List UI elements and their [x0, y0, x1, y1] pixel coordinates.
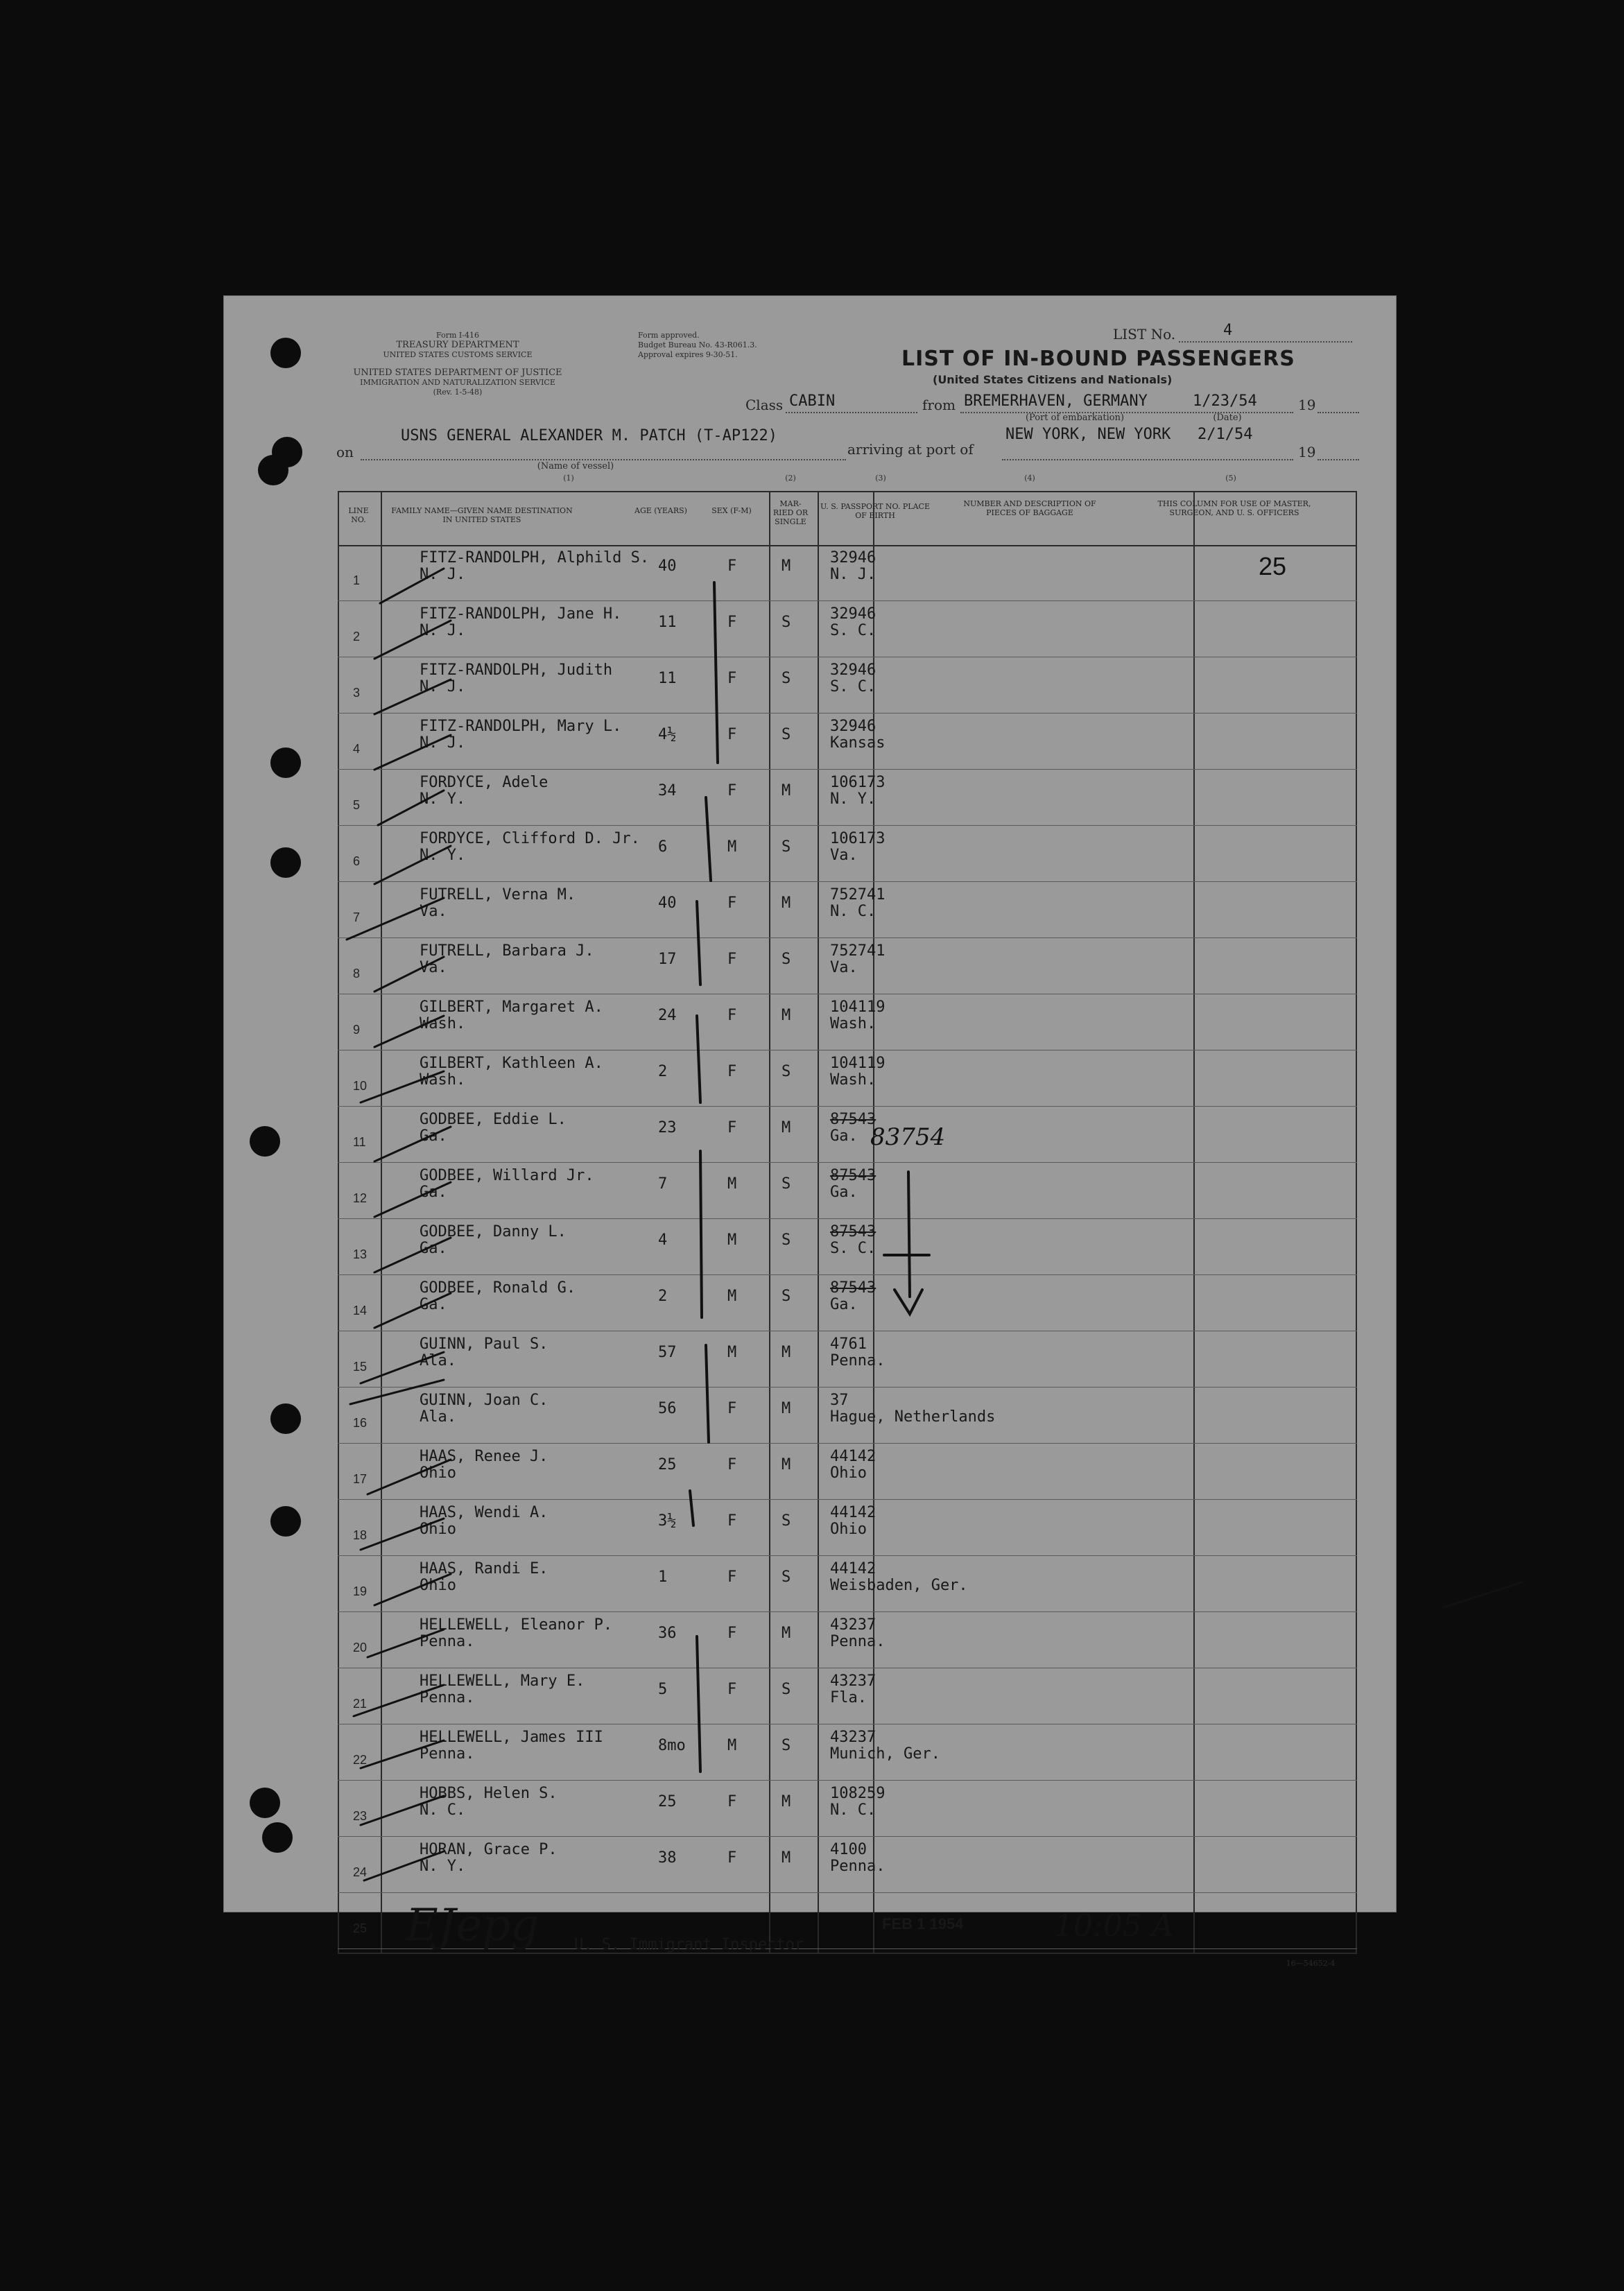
destination: N. J.	[420, 734, 466, 752]
passport-number: 32946	[830, 605, 876, 623]
place-of-birth: Hague, Netherlands	[830, 1408, 996, 1426]
table-row	[338, 1275, 1357, 1331]
destination: Ga.	[420, 1184, 447, 1201]
age: 17	[658, 951, 677, 968]
age: 2	[658, 1063, 668, 1080]
passenger-name: HELLEWELL, James III	[420, 1729, 603, 1746]
marital-status: S	[781, 838, 791, 856]
passport-number: 752741	[830, 886, 886, 904]
table-row	[338, 770, 1357, 825]
table-row	[338, 545, 1357, 600]
passport-number: 44142	[830, 1504, 876, 1521]
sex: F	[727, 557, 737, 575]
document-title: LIST OF IN-BOUND PASSENGERS	[901, 347, 1295, 371]
marital-status: M	[781, 1793, 791, 1810]
sex: M	[727, 1231, 737, 1249]
line-number: 21	[353, 1697, 368, 1711]
table-row	[338, 1724, 1357, 1780]
age: 40	[658, 557, 677, 575]
passenger-name: HAAS, Renee J.	[420, 1448, 548, 1465]
sex: F	[727, 894, 737, 912]
place-of-birth: S. C.	[830, 1240, 876, 1257]
sex: F	[727, 1568, 737, 1586]
destination: Va.	[420, 959, 447, 976]
year-prefix: 19	[1298, 397, 1316, 413]
form-approved: Form approved.	[638, 331, 700, 340]
passenger-name: HELLEWELL, Mary E.	[420, 1672, 585, 1690]
marital-status: M	[781, 557, 791, 575]
passport-number: 87543	[830, 1111, 876, 1128]
place-of-birth: Wash.	[830, 1071, 876, 1089]
port-caption: (Port of embarkation)	[1025, 413, 1125, 423]
binder-hole	[258, 455, 288, 485]
class-label: Class	[745, 397, 784, 413]
destination: Ohio	[420, 1464, 456, 1482]
embarkation-date: 1/23/54	[1193, 392, 1257, 410]
line-number: 12	[353, 1191, 368, 1205]
sex: F	[727, 951, 737, 968]
place-of-birth: N. J.	[830, 566, 876, 583]
place-of-birth: N. C.	[830, 903, 876, 920]
table-row	[338, 657, 1357, 713]
passenger-name: GODBEE, Danny L.	[420, 1223, 567, 1240]
list-number-line	[1179, 341, 1352, 343]
date-caption: (Date)	[1213, 413, 1242, 423]
sex: F	[727, 1119, 737, 1136]
destination: Ga.	[420, 1240, 447, 1257]
binder-hole	[262, 1822, 293, 1853]
line-number: 6	[353, 854, 361, 868]
inspector-signature: EJepg	[406, 1900, 539, 1951]
justice-department: UNITED STATES DEPARTMENT OF JUSTICE	[353, 368, 562, 378]
place-of-birth: Wash.	[830, 1015, 876, 1032]
class-value: CABIN	[789, 392, 836, 410]
passport-number: 32946	[830, 662, 876, 679]
destination: Ohio	[420, 1577, 456, 1594]
marital-status: M	[781, 1400, 791, 1417]
passport-number: 87543	[830, 1223, 876, 1240]
destination: Penna.	[420, 1745, 475, 1763]
destination: Wash.	[420, 1015, 466, 1032]
marital-status: S	[781, 670, 791, 687]
age: 3½	[658, 1512, 677, 1530]
year-prefix-2: 19	[1298, 444, 1316, 460]
age: 1	[658, 1568, 668, 1586]
passport-correction: 83754	[870, 1123, 946, 1151]
place-of-birth: S. C.	[830, 678, 876, 695]
line-number: 24	[353, 1865, 368, 1879]
sex: M	[727, 1737, 737, 1754]
passenger-name: FITZ-RANDOLPH, Judith	[420, 662, 613, 679]
vessel-caption: (Name of vessel)	[537, 461, 614, 472]
sex: F	[727, 1681, 737, 1698]
arrival-line	[1002, 459, 1293, 460]
age: 56	[658, 1400, 677, 1417]
marital-status: M	[781, 1456, 791, 1473]
sex: F	[727, 1456, 737, 1473]
vessel-line	[361, 459, 846, 460]
passport-number: 752741	[830, 942, 886, 960]
place-of-birth: N. Y.	[830, 790, 876, 808]
age: 11	[658, 670, 677, 687]
destination: N. J.	[420, 678, 466, 695]
arrival-port: NEW YORK, NEW YORK	[1005, 426, 1171, 443]
table-row	[338, 994, 1357, 1050]
marital-status: S	[781, 1512, 791, 1530]
passenger-name: GUINN, Paul S.	[420, 1335, 548, 1353]
passport-number: 32946	[830, 718, 876, 735]
place-of-birth: Penna.	[830, 1633, 886, 1650]
table-row	[338, 1612, 1357, 1668]
place-of-birth: Munich, Ger.	[830, 1745, 940, 1763]
line-number: 9	[353, 1023, 361, 1037]
place-of-birth: Fla.	[830, 1689, 867, 1706]
age: 24	[658, 1007, 677, 1024]
passport-number: 104119	[830, 1055, 886, 1072]
passport-number: 87543	[830, 1167, 876, 1184]
passenger-name: GODBEE, Ronald G.	[420, 1279, 576, 1297]
binder-hole	[250, 1126, 280, 1157]
age: 25	[658, 1456, 677, 1473]
marital-status: S	[781, 1175, 791, 1193]
line-number: 18	[353, 1528, 368, 1542]
place-of-birth: Penna.	[830, 1352, 886, 1369]
sex: F	[727, 1849, 737, 1867]
age: 8mo	[658, 1737, 686, 1754]
line-number: 8	[353, 967, 361, 980]
age: 4½	[658, 726, 677, 743]
place-of-birth: Ga.	[830, 1296, 858, 1313]
line-number: 16	[353, 1416, 368, 1430]
table-row	[338, 1444, 1357, 1499]
column-number-4: (4)	[1024, 474, 1035, 483]
age: 11	[658, 614, 677, 631]
place-of-birth: N. C.	[830, 1801, 876, 1819]
binder-hole	[270, 1925, 301, 1955]
table-row	[338, 1556, 1357, 1611]
line-number: 13	[353, 1247, 368, 1261]
passenger-name: HOBBS, Helen S.	[420, 1785, 558, 1802]
passport-number: 44142	[830, 1448, 876, 1465]
from-line	[960, 412, 1293, 413]
line-number: 3	[353, 686, 361, 700]
marital-status: S	[781, 951, 791, 968]
age: 40	[658, 894, 677, 912]
arrival-date: 2/1/54	[1198, 426, 1253, 443]
passenger-name: HAAS, Wendi A.	[420, 1504, 548, 1521]
passenger-name: FUTRELL, Verna M.	[420, 886, 576, 904]
passport-number: 43237	[830, 1616, 876, 1634]
marital-status: S	[781, 1737, 791, 1754]
marital-status: M	[781, 1849, 791, 1867]
marital-status: S	[781, 1231, 791, 1249]
line-number: 22	[353, 1753, 368, 1767]
class-line	[786, 412, 917, 413]
line-number: 19	[353, 1584, 368, 1598]
sex: M	[727, 1175, 737, 1193]
marital-status: S	[781, 1681, 791, 1698]
table-row	[338, 1331, 1357, 1387]
passenger-name: FITZ-RANDOLPH, Jane H.	[420, 605, 622, 623]
vessel-name: USNS GENERAL ALEXANDER M. PATCH (T-AP122)	[401, 427, 778, 444]
marital-status: M	[781, 1344, 791, 1361]
destination: Ala.	[420, 1352, 456, 1369]
passenger-name: FITZ-RANDOLPH, Mary L.	[420, 718, 622, 735]
column-number-5: (5)	[1225, 474, 1236, 483]
table-row	[338, 601, 1357, 657]
list-number-label: LIST No.	[1113, 326, 1176, 343]
age: 23	[658, 1119, 677, 1136]
line-number: 1	[353, 573, 361, 587]
inspection-stamp: FEB 1 1954	[882, 1915, 964, 1933]
line-number: 11	[353, 1135, 366, 1149]
destination: Ga.	[420, 1296, 447, 1313]
place-of-birth: Va.	[830, 959, 858, 976]
sex: F	[727, 726, 737, 743]
marital-status: S	[781, 1063, 791, 1080]
binder-hole	[270, 1403, 301, 1434]
age: 7	[658, 1175, 668, 1193]
passport-number: 44142	[830, 1560, 876, 1577]
arrival-time: 10:05 A	[1054, 1908, 1174, 1944]
marital-status: M	[781, 1007, 791, 1024]
table-row	[338, 938, 1357, 994]
destination: Wash.	[420, 1071, 466, 1089]
binder-hole	[250, 1788, 280, 1818]
line-number: 14	[353, 1304, 368, 1317]
passenger-name: FITZ-RANDOLPH, Alphild S.	[420, 549, 650, 567]
sex: F	[727, 1625, 737, 1642]
passport-number: 108259	[830, 1785, 886, 1802]
line-number: 23	[353, 1809, 368, 1823]
marital-status: S	[781, 1568, 791, 1586]
passenger-name: FORDYCE, Clifford D. Jr.	[420, 830, 640, 847]
print-code: 16—54652-4	[1286, 1959, 1336, 1968]
table-row	[338, 1781, 1357, 1836]
port-of-embarkation: BREMERHAVEN, GERMANY	[964, 392, 1148, 410]
line-number: 17	[353, 1472, 368, 1486]
document-subtitle: (United States Citizens and Nationals)	[933, 373, 1173, 386]
header-officers: THIS COLUMN FOR USE OF MASTER, SURGEON, AND U. S. OFFICERS	[1157, 499, 1311, 517]
passenger-name: GODBEE, Eddie L.	[420, 1111, 567, 1128]
destination: N. Y.	[420, 790, 466, 808]
table-row	[338, 1837, 1357, 1892]
year-line-2	[1318, 459, 1359, 460]
table-row	[338, 882, 1357, 937]
revision-date: (Rev. 1-5-48)	[433, 388, 483, 397]
passport-number: 104119	[830, 998, 886, 1016]
sex: F	[727, 1007, 737, 1024]
line-number: 5	[353, 798, 361, 812]
table-row	[338, 1387, 1357, 1443]
treasury-department: TREASURY DEPARTMENT	[396, 340, 519, 350]
column-number-1: (1)	[563, 474, 574, 483]
age: 25	[658, 1793, 677, 1810]
header-age: AGE (YEARS)	[634, 506, 687, 515]
age: 38	[658, 1849, 677, 1867]
line-number: 20	[353, 1641, 368, 1654]
destination: N. J.	[420, 566, 466, 583]
marital-status: M	[781, 782, 791, 799]
sex: F	[727, 1793, 737, 1810]
table-row	[338, 1500, 1357, 1555]
table-row	[338, 826, 1357, 881]
line-number: 4	[353, 742, 361, 756]
place-of-birth: Kansas	[830, 734, 886, 752]
marital-status: S	[781, 726, 791, 743]
destination: Ohio	[420, 1521, 456, 1538]
sex: F	[727, 1512, 737, 1530]
age: 34	[658, 782, 677, 799]
destination: N. Y.	[420, 1858, 466, 1875]
destination: Va.	[420, 903, 447, 920]
passenger-name: HAAS, Randi E.	[420, 1560, 548, 1577]
age: 2	[658, 1288, 668, 1305]
immigration-service: IMMIGRATION AND NATURALIZATION SERVICE	[360, 378, 555, 387]
binder-hole	[270, 747, 301, 778]
destination: Penna.	[420, 1633, 475, 1650]
passport-number: 43237	[830, 1729, 876, 1746]
destination: N. J.	[420, 622, 466, 639]
passport-number: 87543	[830, 1279, 876, 1297]
passport-number: 43237	[830, 1672, 876, 1690]
place-of-birth: Weisbaden, Ger.	[830, 1577, 968, 1594]
sex: M	[727, 1288, 737, 1305]
marital-status: M	[781, 1119, 791, 1136]
place-of-birth: Ga.	[830, 1184, 858, 1201]
inspector-label: U. S. Immigrant Inspector	[574, 1936, 804, 1953]
sex: M	[727, 1344, 737, 1361]
binder-hole	[270, 847, 301, 878]
officer-note: 25	[1259, 552, 1287, 580]
destination: Penna.	[420, 1689, 475, 1706]
on-label: on	[336, 444, 354, 460]
passenger-name: GUINN, Joan C.	[420, 1392, 548, 1409]
line-number: 7	[353, 910, 361, 924]
binder-hole	[270, 1506, 301, 1537]
table-row	[338, 1163, 1357, 1218]
header-married-single: MAR-RIED OR SINGLE	[772, 499, 809, 526]
passenger-name: GILBERT, Kathleen A.	[420, 1055, 603, 1072]
passenger-name: GILBERT, Margaret A.	[420, 998, 603, 1016]
sex: F	[727, 614, 737, 631]
destination: Ala.	[420, 1408, 456, 1426]
passport-number: 106173	[830, 830, 886, 847]
place-of-birth: Penna.	[830, 1858, 886, 1875]
table-row	[338, 1107, 1357, 1162]
column-number-3: (3)	[875, 474, 886, 483]
header-sex: SEX (F-M)	[711, 506, 752, 515]
binder-hole	[270, 338, 301, 368]
passenger-name: HORAN, Grace P.	[420, 1841, 558, 1858]
header-passport-birth: U. S. PASSPORT NO. PLACE OF BIRTH	[820, 502, 931, 520]
list-number: 4	[1223, 322, 1233, 339]
place-of-birth: Ohio	[830, 1521, 867, 1538]
table-row	[338, 714, 1357, 769]
line-number: 15	[353, 1360, 368, 1374]
place-of-birth: Ohio	[830, 1464, 867, 1482]
sex: F	[727, 1400, 737, 1417]
header-name-destination: FAMILY NAME—GIVEN NAME DESTINATION IN UNITED STATES	[391, 506, 573, 524]
passport-number: 4100	[830, 1841, 867, 1858]
form-number: Form I-416	[436, 331, 479, 340]
sex: F	[727, 782, 737, 799]
passenger-name: FORDYCE, Adele	[420, 774, 548, 791]
line-number: 2	[353, 630, 361, 643]
customs-service: UNITED STATES CUSTOMS SERVICE	[383, 350, 533, 359]
age: 36	[658, 1625, 677, 1642]
passenger-name: GODBEE, Willard Jr.	[420, 1167, 594, 1184]
age: 6	[658, 838, 668, 856]
line-number: 10	[353, 1079, 368, 1093]
destination: N. C.	[420, 1801, 466, 1819]
header-baggage: NUMBER AND DESCRIPTION OF PIECES OF BAGGAGE	[963, 499, 1096, 517]
header-line-no: LINE NO.	[348, 506, 369, 524]
destination: Ga.	[420, 1127, 447, 1145]
table-row	[338, 1668, 1357, 1724]
column-number-2: (2)	[785, 474, 796, 483]
marital-status: S	[781, 1288, 791, 1305]
table-row	[338, 1219, 1357, 1274]
line-number: 25	[353, 1921, 368, 1935]
marital-status: M	[781, 1625, 791, 1642]
passenger-name: HELLEWELL, Eleanor P.	[420, 1616, 613, 1634]
sex: M	[727, 838, 737, 856]
passport-number: 37	[830, 1392, 849, 1409]
from-label: from	[922, 397, 956, 413]
passport-number: 4761	[830, 1335, 867, 1353]
age: 57	[658, 1344, 677, 1361]
approval-expiry: Approval expires 9-30-51.	[638, 350, 738, 359]
age: 4	[658, 1231, 668, 1249]
marital-status: S	[781, 614, 791, 631]
marital-status: M	[781, 894, 791, 912]
sex: F	[727, 670, 737, 687]
passport-number: 106173	[830, 774, 886, 791]
passport-number: 32946	[830, 549, 876, 567]
place-of-birth: Va.	[830, 847, 858, 864]
year-line	[1318, 412, 1359, 413]
place-of-birth: S. C.	[830, 622, 876, 639]
table-row	[338, 1051, 1357, 1106]
passenger-name: FUTRELL, Barbara J.	[420, 942, 594, 960]
budget-bureau: Budget Bureau No. 43-R061.3.	[638, 340, 757, 349]
age: 5	[658, 1681, 668, 1698]
sex: F	[727, 1063, 737, 1080]
arriving-label: arriving at port of	[847, 441, 974, 458]
destination: N. Y.	[420, 847, 466, 864]
place-of-birth: Ga.	[830, 1127, 858, 1145]
